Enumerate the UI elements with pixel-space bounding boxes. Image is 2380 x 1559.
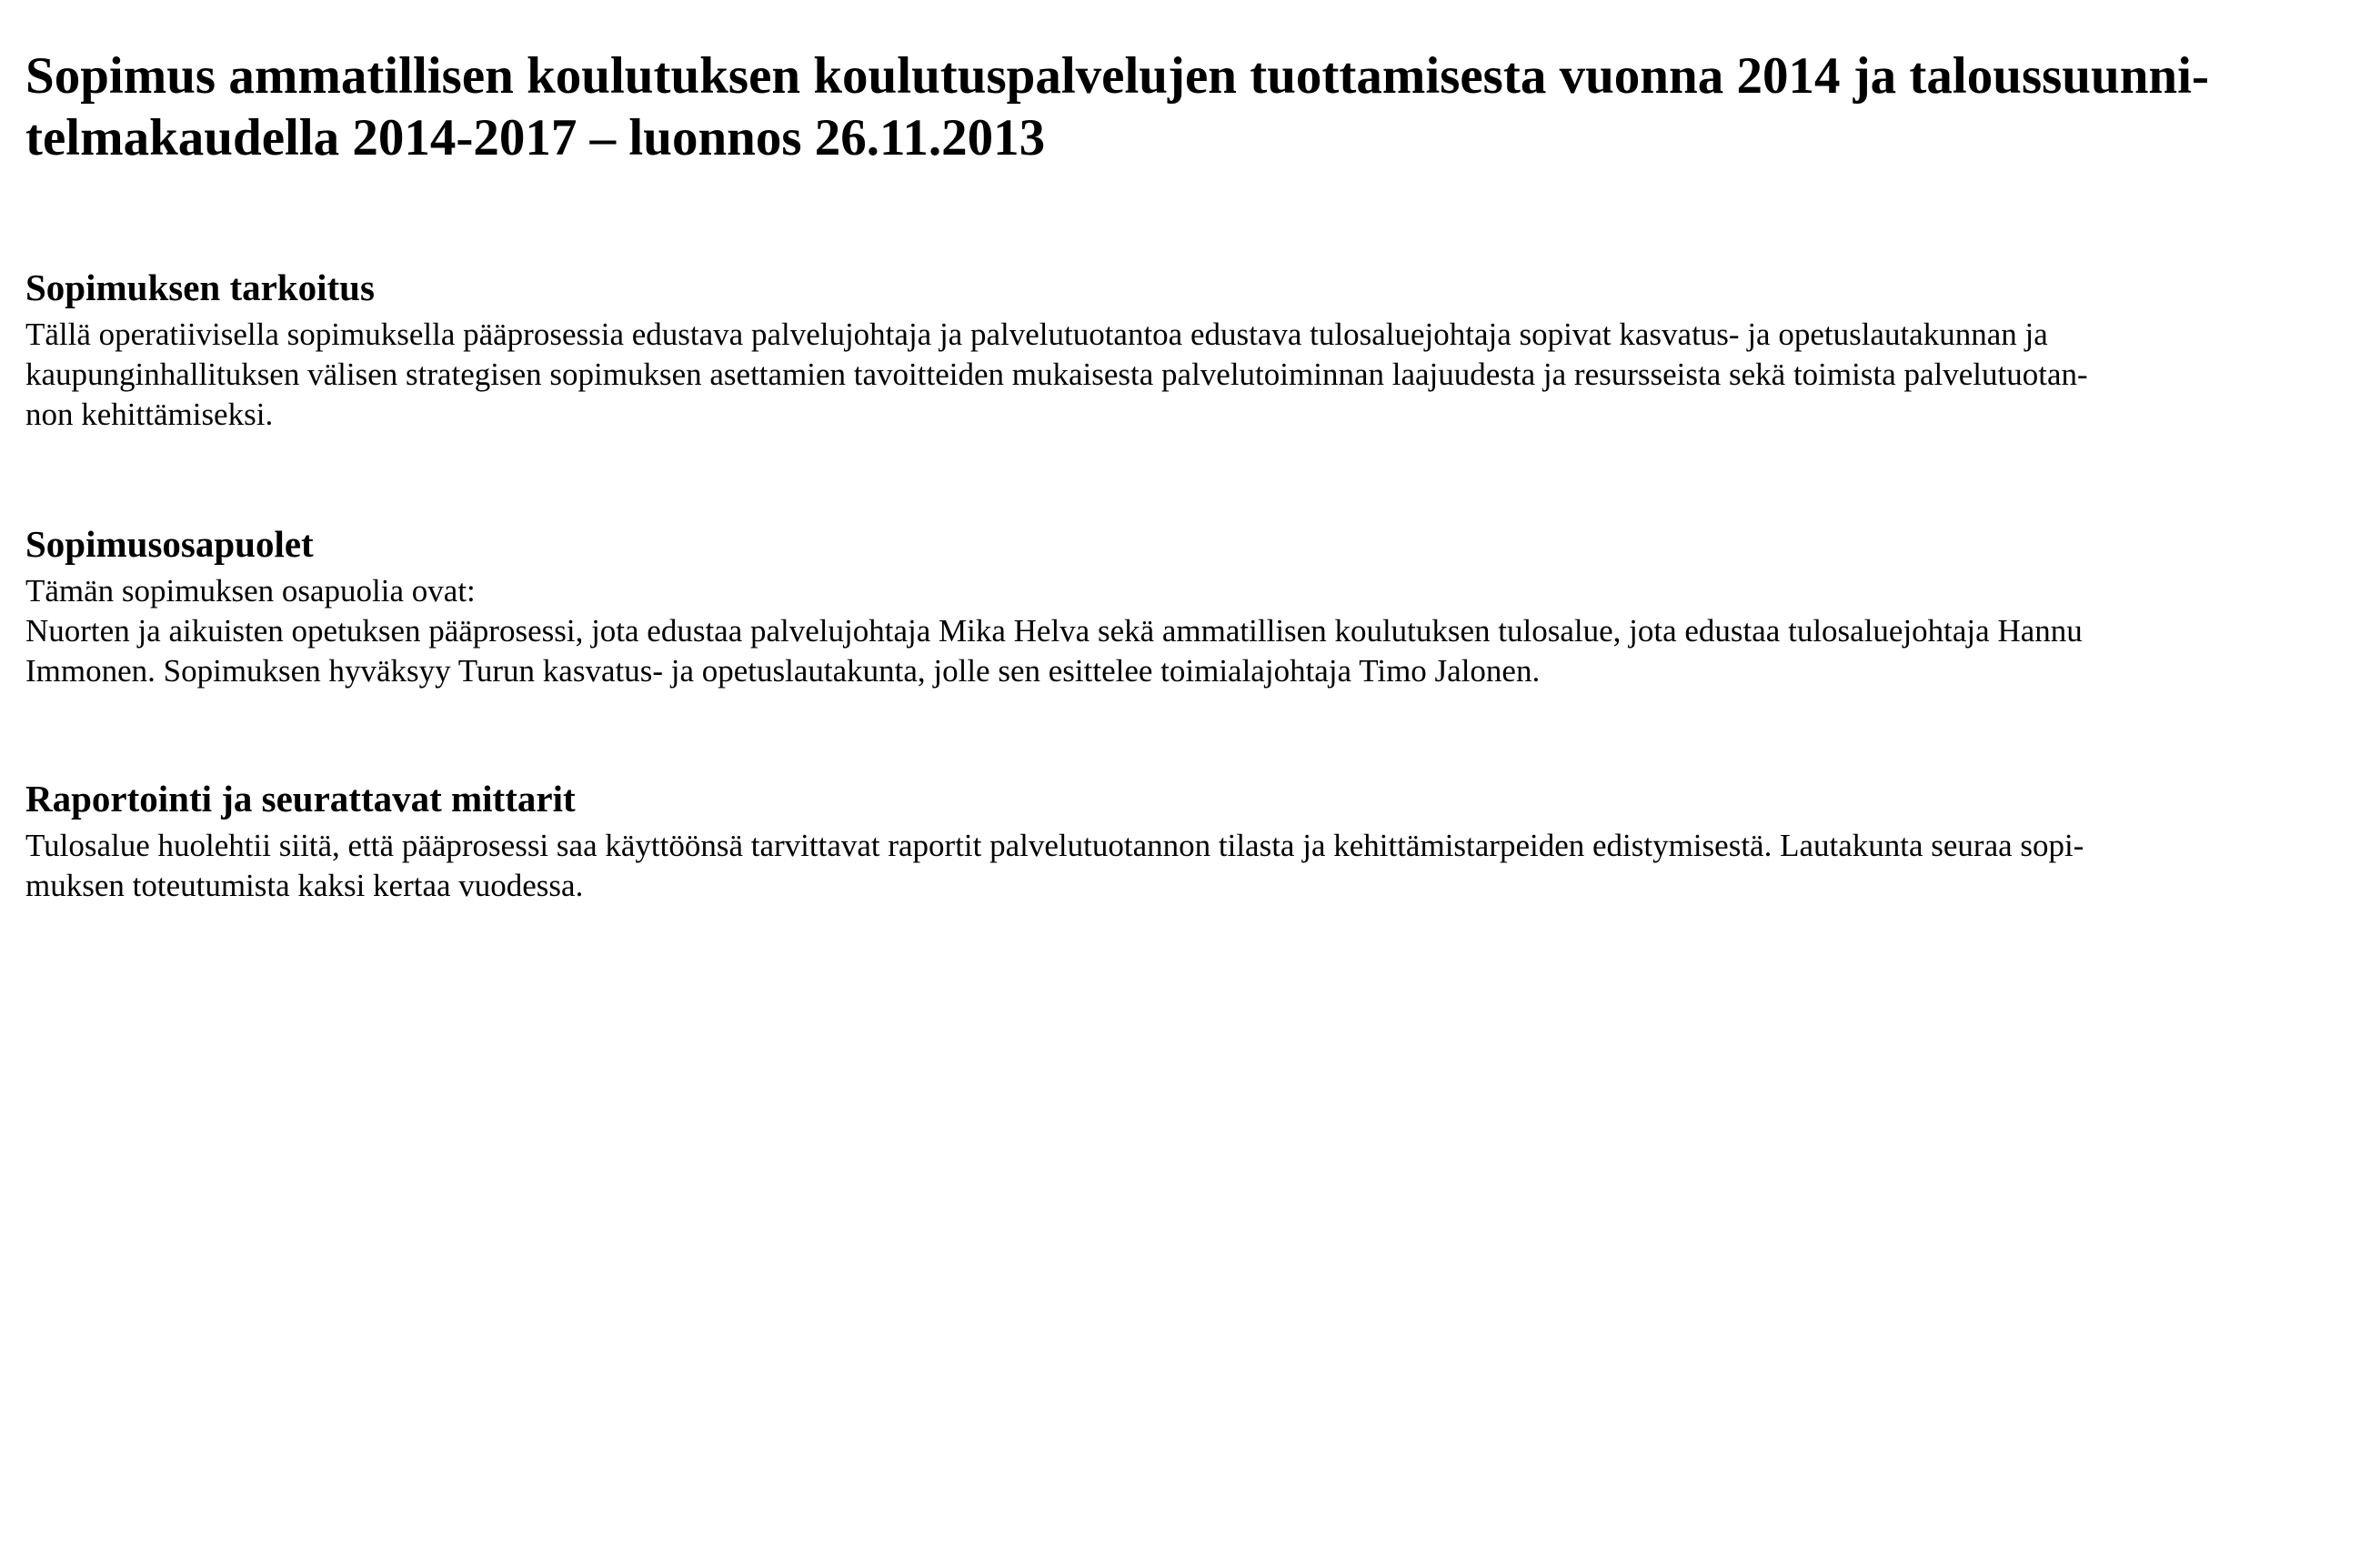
section-body [25,571,2354,691]
title-line-1: Sopimus ammatillisen koulutuksen koulutuspalvelujen tuottamisesta vuonna 2014 ja taloussuunni- [25,47,2209,105]
document-page [25,45,2354,903]
body-line: muksen toteutumista kaksi kertaa vuodessa. [25,868,584,903]
section-sopimusosapuolet [25,520,2354,691]
body-line: Tämän sopimuksen osapuolia ovat: [25,573,476,609]
body-line: Nuorten ja aikuisten opetuksen pääprosessi, jota edustaa palvelujohtaja Mika Helva sekä ammatillisen koulutuksen tulosalue, jota edustaa tulosaluejohtaja Hannu [25,613,2083,649]
body-line: Tulosalue huolehtii siitä, että pääprosessi saa käyttöönsä tarvittavat raportit palvelutuotannon tilasta ja kehittämistarpeiden edistymisestä. Lautakunta seuraa sopi- [25,828,2084,863]
body-line: non kehittämiseksi. [25,397,274,432]
section-heading: Sopimuksen tarkoitus [25,267,375,308]
section-sopimuksen-tarkoitus [25,264,2354,435]
section-body [25,826,2354,906]
section-heading: Sopimusosapuolet [25,523,314,565]
section-body [25,315,2354,435]
body-line: kaupunginhallituksen välisen strategisen sopimuksen asettamien tavoitteiden mukaisesta palvelutoiminnan laajuudesta ja resursseista sekä toimista palvelutuotan- [25,357,2088,392]
section-raportointi [25,775,2354,906]
body-line: Immonen. Sopimuksen hyväksyy Turun kasvatus- ja opetuslautakunta, jolle sen esittelee toimialajohtaja Timo Jalonen. [25,653,1541,689]
section-heading: Raportointi ja seurattavat mittarit [25,778,576,820]
document-title [25,45,2354,169]
body-line: Tällä operatiivisella sopimuksella pääprosessia edustava palvelujohtaja ja palvelutuotantoa edustava tulosaluejohtaja sopivat kasvatus- ja opetuslautakunnan ja [25,317,2048,352]
title-line-2: telmakaudella 2014-2017 – luonnos 26.11.2013 [25,109,1046,166]
